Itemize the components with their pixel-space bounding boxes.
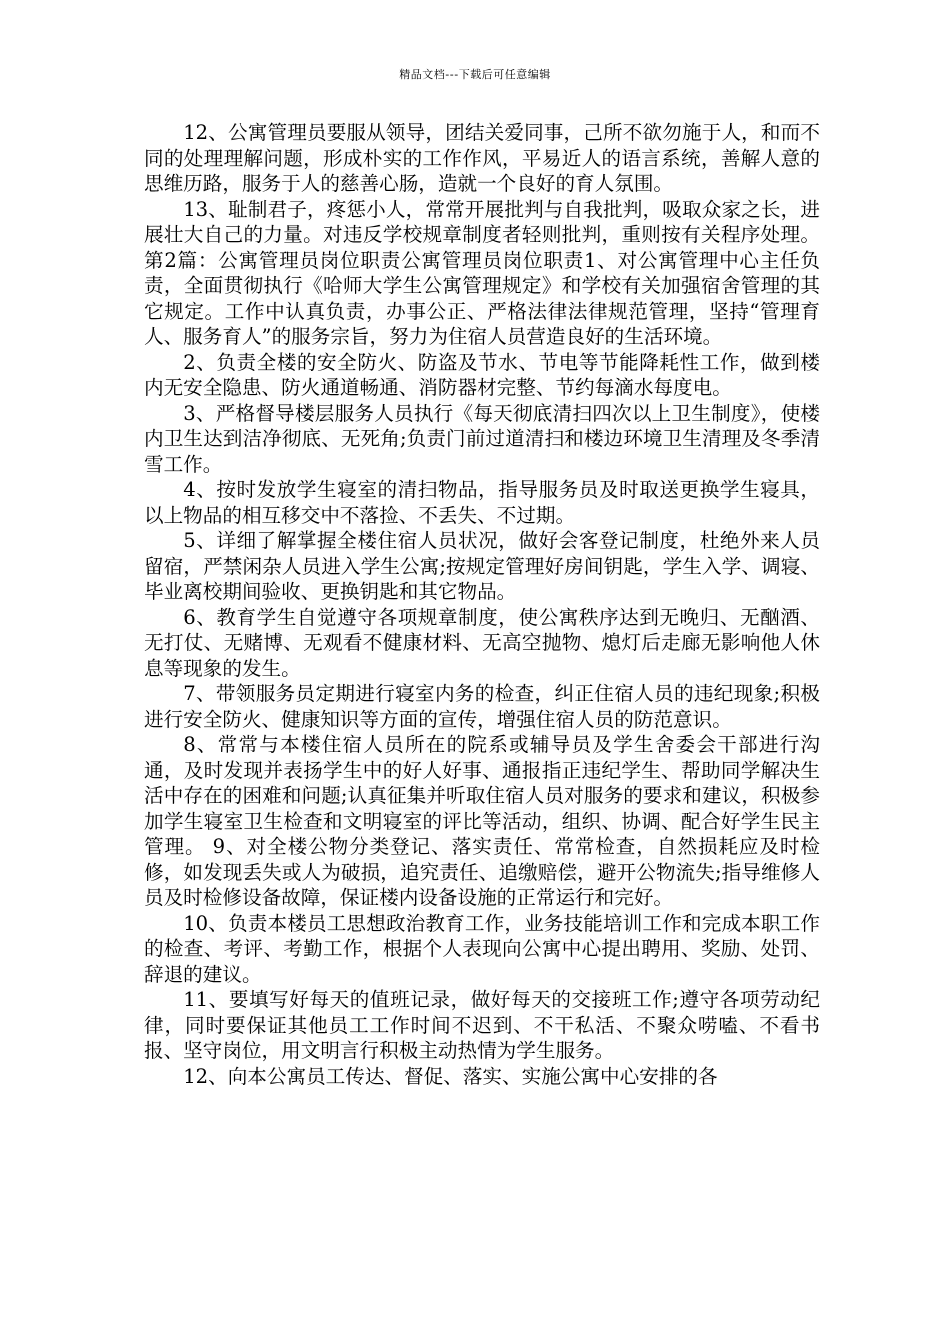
paragraph-2: 13、耻制君子，疼惩小人，常常开展批判与自我批判，吸取众家之长，进展壮大自己的力量。对违反学校规章制度者轻则批判，重则按有关程序处理。第2篇：公寓管理员岗位职责公寓管理员岗位职责1、对公寓管理中心主任负责，全面贯彻执行《哈师大学生公寓管理规定》和学校有关加强宿舍管理的其它规定。工作中认真负责，办事公正、严格法律法律规范管理，坚持“管理育人、服务育人”的服务宗旨，努力为住宿人员营造良好的生活环境。 [144,197,820,348]
paragraph-8: 7、带领服务员定期进行寝室内务的检查，纠正住宿人员的违纪现象;积极进行安全防火、健康知识等方面的宣传，增强住宿人员的防范意识。 [144,682,820,731]
paragraph-7: 6、教育学生自觉遵守各项规章制度，使公寓秩序达到无晚归、无酗酒、无打仗、无赌博、无观看不健康材料、无高空抛物、熄灯后走廊无影响他人休息等现象的发生。 [144,605,820,680]
paragraph-10: 10、负责本楼员工思想政治教育工作，业务技能培训工作和完成本职工作的检查、考评、考勤工作，根据个人表现向公寓中心提出聘用、奖励、处罚、辞退的建议。 [144,911,820,986]
paragraph-9: 8、常常与本楼住宿人员所在的院系或辅导员及学生舍委会干部进行沟通，及时发现并表扬学生中的好人好事、通报指正违纪学生、帮助同学解决生活中存在的困难和问题;认真征集并听取住宿人员对服务的要求和建议，积极参加学生寝室卫生检查和文明寝室的评比等活动，组织、协调、配合好学生民主管理。 9、对全楼公物分类登记、落实责任、常常检查，自然损耗应及时检修，如发现丢失或人为破损，追究责任、追缴赔偿，避开公物流失;指导维修人员及时检修设备故障，保证楼内设备设施的正常运行和完好。 [144,733,820,909]
paragraph-1: 12、公寓管理员要服从领导，团结关爱同事，己所不欲勿施于人，和而不同的处理理解问题，形成朴实的工作作风，平易近人的语言系统，善解人意的思维历路，服务于人的慈善心肠，造就一个良好的育人氛围。 [144,121,820,195]
paragraph-5: 4、按时发放学生寝室的清扫物品，指导服务员及时取送更换学生寝具，以上物品的相互移交中不落捡、不丢失、不过期。 [144,478,820,527]
page-header: 精品文档---下载后可任意编辑 [399,68,551,81]
paragraph-12: 12、向本公寓员工传达、督促、落实、实施公寓中心安排的各 [183,1064,718,1088]
paragraph-6: 5、详细了解掌握全楼住宿人员状况，做好会客登记制度，杜绝外来人员留宿，严禁闲杂人员进入学生公寓;按规定管理好房间钥匙，学生入学、调寝、毕业离校期间验收、更换钥匙和其它物品。 [144,529,820,603]
paragraph-3: 2、负责全楼的安全防火、防盗及节水、节电等节能降耗性工作，做到楼内无安全隐患、防火通道畅通、消防器材完整、节约每滴水每度电。 [144,350,820,399]
document-body [144,120,820,1089]
paragraph-11: 11、要填写好每天的值班记录，做好每天的交接班工作;遵守各项劳动纪律，同时要保证其他员工工作时间不迟到、不干私活、不聚众唠嗑、不看书报、坚守岗位，用文明言行积极主动热情为学生服务。 [144,988,820,1062]
paragraph-4: 3、严格督导楼层服务人员执行《每天彻底清扫四次以上卫生制度》，使楼内卫生达到洁净彻底、无死角;负责门前过道清扫和楼边环境卫生清理及冬季清雪工作。 [144,401,820,476]
